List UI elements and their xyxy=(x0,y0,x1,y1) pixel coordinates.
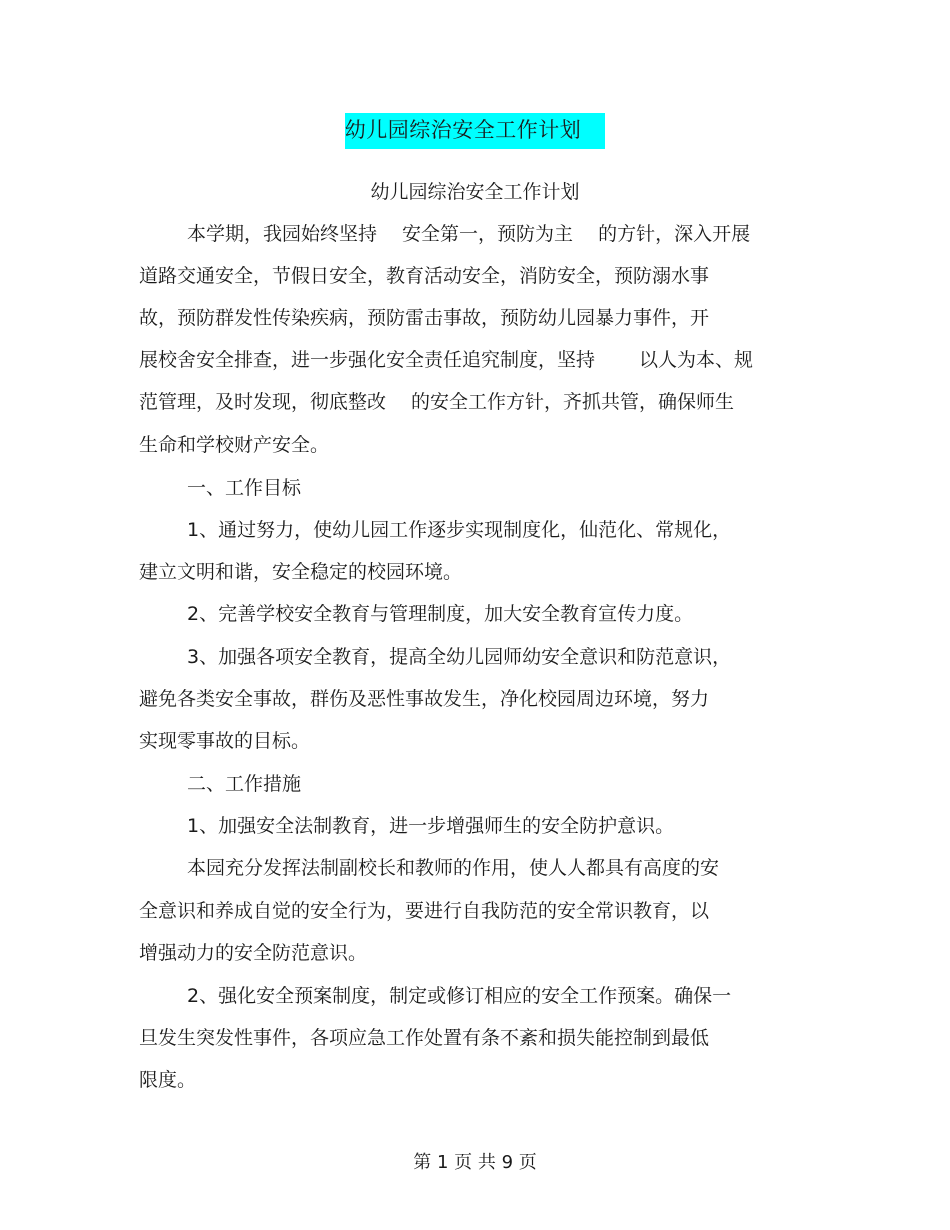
page-footer: 第 1 页 共 9 页 xyxy=(413,1152,537,1173)
paragraph-line: 建立文明和谐，安全稳定的校园环境。 xyxy=(139,561,463,583)
paragraph-line: 避免各类安全事故，群伤及恶性事故发生，净化校园周边环境，努力 xyxy=(139,688,710,710)
paragraph-line: 全意识和养成自觉的安全行为，要进行自我防范的安全常识教育，以 xyxy=(139,900,710,922)
title-container xyxy=(0,113,950,149)
paragraph-line: 展校舍安全排查，进一步强化安全责任追究制度，坚持 以人为本、规 xyxy=(139,349,754,371)
section-heading: 一、工作目标 xyxy=(187,477,302,499)
paragraph-line: 1、加强安全法制教育，进一步增强师生的安全防护意识。 xyxy=(187,815,675,837)
paragraph-line: 3、加强各项安全教育，提高全幼儿园师幼安全意识和防范意识， xyxy=(187,646,732,668)
paragraph-line: 1、通过努力，使幼儿园工作逐步实现制度化，仙范化、常规化， xyxy=(187,519,732,541)
paragraph-line: 增强动力的安全防范意识。 xyxy=(139,942,368,964)
paragraph-line: 旦发生突发性事件，各项应急工作处置有条不紊和损失能控制到最低 xyxy=(139,1027,710,1049)
paragraph-line: 故，预防群发性传染疾病，预防雷击事故，预防幼儿园暴力事件，开 xyxy=(139,307,710,329)
paragraph-line: 道路交通安全，节假日安全，教育活动安全，消防安全，预防溺水事 xyxy=(139,265,710,287)
paragraph-line: 范管理，及时发现，彻底整改 的安全工作方针，齐抓共管，确保师生 xyxy=(139,391,735,413)
paragraph-line: 2、强化安全预案制度，制定或修订相应的安全工作预案。确保一 xyxy=(187,985,732,1007)
paragraph-line: 实现零事故的目标。 xyxy=(139,730,311,752)
subtitle: 幼儿园综治安全工作计划 xyxy=(370,181,580,203)
paragraph-line: 限度。 xyxy=(139,1069,197,1091)
paragraph-line: 本学期，我园始终坚持 安全第一，预防为主 的方针，深入开展 xyxy=(187,223,751,245)
section-heading: 二、工作措施 xyxy=(187,773,302,795)
paragraph-line: 本园充分发挥法制副校长和教师的作用，使人人都具有高度的安 xyxy=(187,857,720,879)
paragraph-line: 生命和学校财产安全。 xyxy=(139,434,330,456)
paragraph-line: 2、完善学校安全教育与管理制度，加大安全教育宣传力度。 xyxy=(187,603,694,625)
page-title: 幼儿园综治安全工作计划 xyxy=(345,113,606,149)
